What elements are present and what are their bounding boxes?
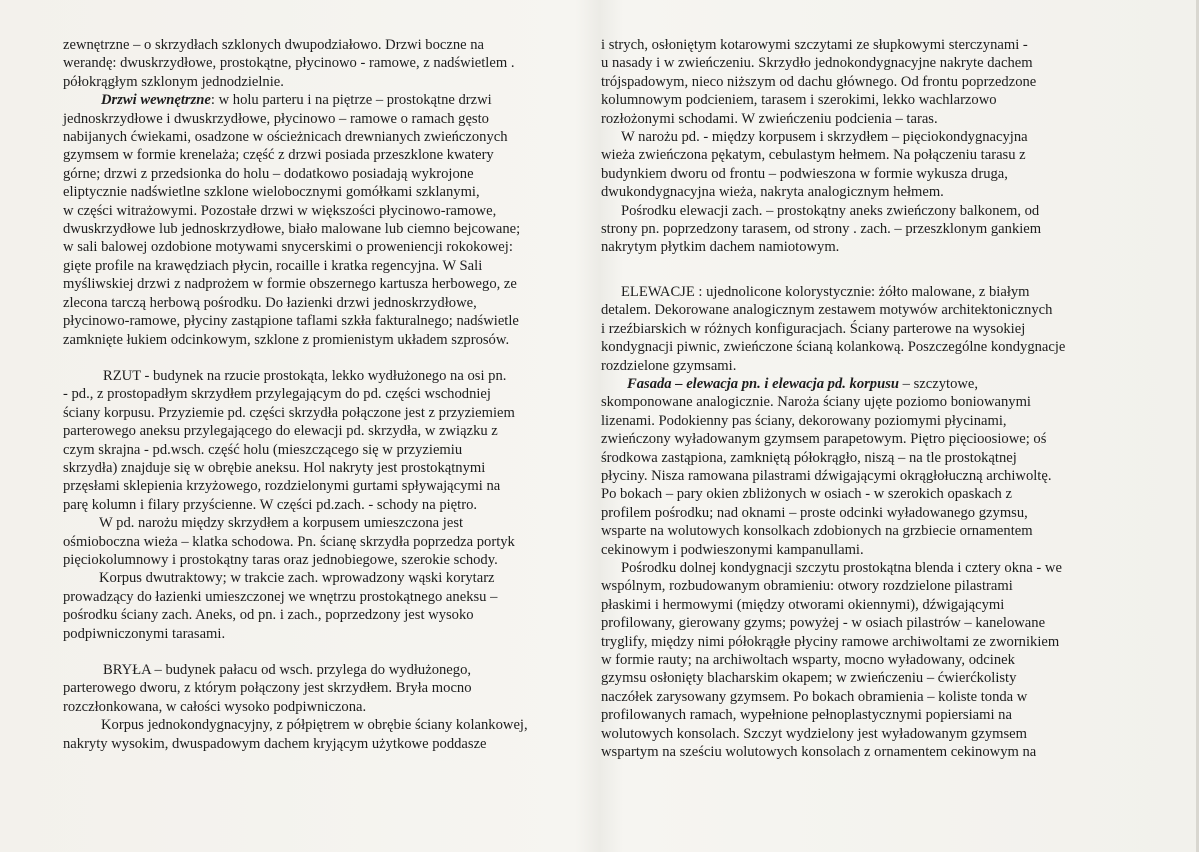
text-line: górne; drzwi z przedsionka do holu – dodatkowo posiadają wykrojone (63, 165, 474, 182)
text-line: Fasada – elewacja pn. i elewacja pd. korpusu – szczytowe, (627, 375, 979, 392)
text-line: podpiwniczonymi tarasami. (63, 625, 226, 642)
text-line: skrzydła) znajduje się w obrębie aneksu. Hol nakryty jest prostokątnymi (63, 459, 486, 476)
text-line: ośmioboczna wieża – klatka schodowa. Pn. ścianę skrzydła poprzedza portyk (63, 533, 515, 550)
paragraph-gap (601, 257, 1099, 283)
text-line: profilowany, gierowany gzyms; powyżej - w osiach pilastrów – kanelowane (601, 615, 1046, 632)
text-line: płycinowo-ramowe, płyciny zastąpione taflami szkła fakturalnego; nadświetle (63, 313, 519, 330)
text-line: nakrytym płytkim dachem namiotowym. (601, 239, 840, 256)
text-line: gzymsu osłonięty blacharskim okapem; w zwieńczeniu – ćwierćkolisty (601, 670, 1017, 687)
text-line: rozdzielone gzymsami. (601, 357, 737, 374)
text-line: strony pn. poprzedzony tarasem, od strony . zach. – przeszklonym gankiem (601, 221, 1042, 238)
text-line: środkowa zastąpiona, zamkniętą półokrągło, niszą – na tle prostokątnej (601, 449, 1017, 466)
text-line: parę kolumn i filary przyścienne. W części pd.zach. - schody na piętro. (63, 496, 478, 513)
text-line: BRYŁA – budynek pałacu od wsch. przylega do wydłużonego, (103, 662, 472, 678)
text-line: wspólnym, rozbudowanym obramieniu: otwory rozdzielone pilastrami (601, 578, 1013, 595)
text-line: profilowanych ramach, wypełnione pełnoplastycznymi popiersiami na (601, 707, 1012, 724)
text-line: gzymsem w formie krenelaża; część z drzwi posiada przeszklone kwatery (63, 147, 494, 164)
left-column (63, 36, 561, 753)
text-line: płyciny. Nisza ramowana pilastrami dźwigającymi okrągłołuczną archiwoltę. (601, 467, 1052, 484)
text-line: rozczłonkowana, w całości wysoko podpiwniczona. (63, 698, 367, 715)
text-line: nakryty wysokim, dwuspadowym dachem kryjącym użytkowe poddasze (63, 735, 487, 752)
text-line: płaskimi i hermowymi (między otworami okiennymi), dźwigającymi (601, 596, 1005, 613)
text-line: nabijanych ćwiekami, osadzone w ościeżnicach drewnianych zwieńczonych (63, 129, 508, 146)
text-line: W narożu pd. - między korpusem i skrzydłem – pięciokondygnacyjna (621, 129, 1028, 146)
text-line: kolumnowym podcieniem, tarasem i szerokimi, lekko wachlarzowo (601, 92, 997, 109)
text-line: u nasady i w zwieńczeniu. Skrzydło jednokondygnacyjne nakryte dachem (601, 55, 1033, 72)
text-line: gięte profile na krawędziach płycin, rocaille i kratka regencyjna. W Sali (63, 257, 483, 274)
text-line: przęsłami sklepienia krzyżowego, rozdzielonymi gurtami spływającymi na (63, 478, 501, 495)
text-line: ściany korpusu. Przyziemie pd. części skrzydła połączone jest z przyziemiem (63, 404, 515, 421)
text-line: i strych, osłoniętym kotarowymi szczytami ze słupkowymi sterczynami - (601, 37, 1028, 53)
text-line: wspartym na sześciu wolutowych konsolach z ornamentem cekinowym na (601, 744, 1037, 761)
text-line: naczółek zarysowany gzymsem. Po bokach obramienia – koliste tonda w (601, 688, 1028, 705)
text-line: dwuskrzydłowe lub jednoskrzydłowe, biało malowane lub ciemno bejcowane; (63, 221, 521, 238)
text-line: W pd. narożu między skrzydłem a korpusem umieszczona jest (99, 515, 464, 532)
text-line: parterowego dworu, z którym połączony jest skrzydłem. Bryła mocno (63, 680, 472, 697)
text-line: ELEWACJE : ujednolicone kolorystycznie: żółto malowane, z białym (621, 283, 1030, 300)
text-line: Drzwi wewnętrzne: w holu parteru i na piętrze – prostokątne drzwi (101, 92, 492, 109)
text-line: wolutowych konsolach. Szczyt wydzielony jest wyładowanym gzymsem (601, 725, 1027, 742)
text-line: czym skrajna - pd.wsch. część holu (mieszczącego się w przyziemiu (63, 441, 463, 458)
text-line: w sali balowej ozdobione motywami snycerskimi o proweniencji rokokowej: (63, 239, 513, 256)
text-line: - pd., z prostopadłym skrzydłem przylegającym do pd. części wschodniej (63, 386, 491, 403)
text-line: Po bokach – pary okien zbliżonych w osiach - w szerokich opaskach z (601, 486, 1012, 503)
text-line: pięciokolumnowy i prostokątny taras oraz jednobiegowe, szerokie schody. (63, 551, 498, 568)
right-column (601, 36, 1099, 761)
text-line: zamknięte łukiem odcinkowym, szklone z promienistym układem szprosów. (63, 331, 510, 348)
text-line: tryglify, między nimi półokrągłe płyciny ramowe archiwoltami ze zwornikiem (601, 633, 1060, 650)
text-line: cekinowym i podwieszonymi kampanullami. (601, 541, 864, 558)
text-line: Pośrodku dolnej kondygnacji szczytu prostokątna blenda i cztery okna - we (621, 559, 1062, 576)
text-line: werandę: dwuskrzydłowe, prostokątne, płycinowo - ramowe, z nadświetlem . (63, 55, 515, 72)
text-line: myśliwskiej drzwi z nadprożem w formie obszernego kartusza herbowego, ze (63, 276, 517, 293)
text-line: skomponowane analogicznie. Naroża ściany ujęte poziomo boniowanymi (601, 394, 1031, 411)
text-line: parterowego aneksu przylegającego do elewacji pd. skrzydła, w związku z (63, 423, 498, 440)
text-line: wsparte na wolutowych konsolkach zdobionych na grzbiecie ornamentem (601, 523, 1033, 540)
section-lead-fasada: Fasada – elewacja pn. i elewacja pd. korpusu (627, 375, 900, 392)
text-line: kondygnacji piwnic, zwieńczone ścianą kolankową. Poszczególne kondygnacje (601, 339, 1066, 356)
text-line: Korpus dwutraktowy; w trakcie zach. wprowadzony wąski korytarz (99, 570, 495, 587)
text-line: eliptycznie nadświetlne szklone wielobocznymi gomółkami szklanymi, (63, 184, 480, 201)
text-line: zewnętrzne – o skrzydłach szklonych dwupodziałowo. Drzwi boczne na (63, 37, 485, 53)
text-line: zwieńczony wyładowanym gzymsem parapetowym. Piętro pięcioosiowe; oś (601, 431, 1047, 448)
text-line: jednoskrzydłowe i dwuskrzydłowe, płycinowo – ramowe o ramach gęsto (63, 110, 489, 127)
paragraph-gap (63, 349, 561, 367)
text-line: RZUT - budynek na rzucie prostokąta, lekko wydłużonego na osi pn. (103, 367, 507, 384)
text-line: Korpus jednokondygnacyjny, z półpiętrem w obrębie ściany kolankowej, (101, 717, 528, 734)
text-line: detalem. Dekorowane analogicznym zestawem motywów architektonicznych (601, 302, 1053, 319)
section-lead-drzwi: Drzwi wewnętrzne (101, 92, 211, 109)
text-line: pośrodku ściany zach. Aneks, od pn. i zach., poprzedzony jest wysoko (63, 607, 474, 624)
text-line: i rzeźbiarskich w różnych konfiguracjach. Ściany parterowe na wysokiej (601, 320, 1026, 337)
text-line: wieża zwieńczona pękatym, cebulastym hełmem. Na połączeniu tarasu z (601, 147, 1026, 164)
text-line: profilem pośrodku; nad oknami – proste odcinki wyładowanego gzymsu, (601, 504, 1028, 521)
text-line: dwukondygnacyjna wieża, nakryta analogicznym hełmem. (601, 184, 944, 201)
text-line: zlecona tarczą herbową pośrodku. Do łazienki drzwi jednoskrzydłowe, (63, 294, 477, 311)
text-line: trójspadowym, nieco niższym od dachu głównego. Od frontu poprzedzone (601, 73, 1037, 90)
text-line: rozłożonymi schodami. W zwieńczeniu podcienia – taras. (601, 110, 938, 127)
text-line: Pośrodku elewacji zach. – prostokątny aneks zwieńczony balkonem, od (621, 202, 1040, 219)
text-line: budynkiem dworu od frontu – podwieszona w formie wykusza druga, (601, 165, 1008, 182)
text-line: w części witrażowymi. Pozostałe drzwi w większości płycinowo-ramowe, (63, 202, 497, 219)
text-line: prowadzący do łazienki umieszczonej we wnętrzu prostokątnego aneksu – (63, 588, 498, 605)
text-line: półokrągłym szklonym jednodzielnie. (63, 73, 284, 90)
text-line: lizenami. Podokienny pas ściany, dekorowany poziomymi płycinami, (601, 412, 1007, 429)
text-line: w formie rauty; na archiwoltach wsparty, mocno wyładowany, odcinek (601, 652, 1015, 668)
paragraph-gap (63, 643, 561, 661)
